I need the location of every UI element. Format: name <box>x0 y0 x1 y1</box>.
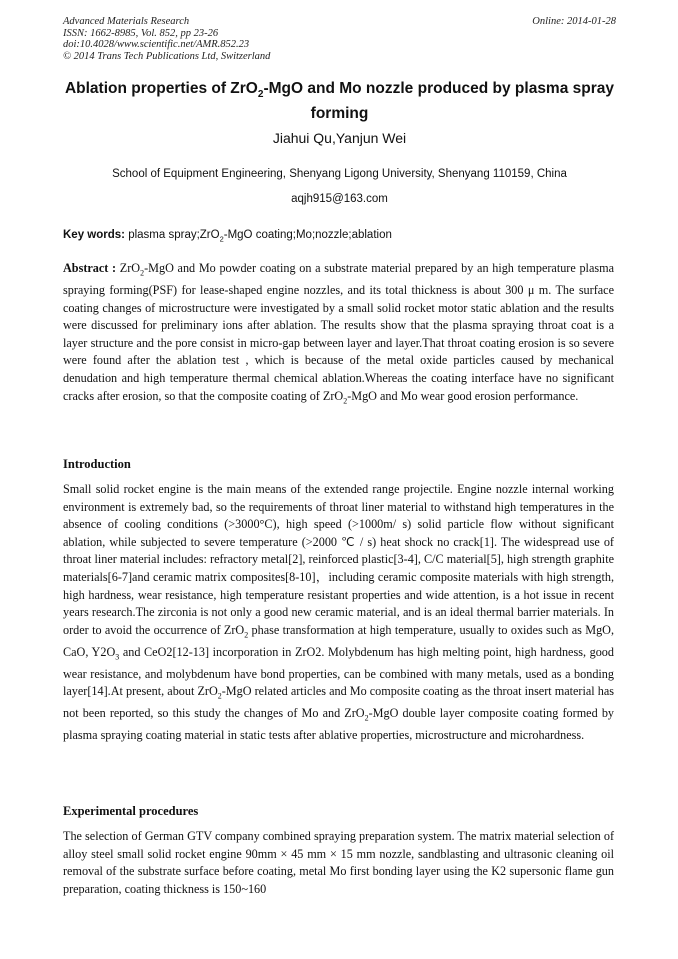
abstract-text-3: -MgO and Mo wear good erosion performance. <box>347 388 579 403</box>
intro-subscript-4: 2 <box>364 713 369 723</box>
abstract-text-2: -MgO and Mo powder coating on a substrate material prepared by an high temperature plasma spraying forming(PSF) for lease-shaped engine nozzles, and its total thickness is about 300 μ m. The surface coating changes of microstructure were investigated by a small solid rocket motor static ablation and the results were discussed for preliminary ions after ablation. The results show that the plasma spraying throat coat is a layer structure and the pore consist in micro-gap between layer and layer.That throat coating erosion is so severe were found after the ablation test , which is because of the metal oxide particles caused by mechanical denudation and high temperature thermal chemical ablation.Whereas the coating interface have no significant cracks after erosion, so that the composite coating of ZrO <box>63 261 614 403</box>
journal-header <box>63 16 616 62</box>
keywords <box>63 229 616 243</box>
keywords-text-1: plasma spray;ZrO <box>128 229 220 241</box>
affiliation: School of Equipment Engineering, Shenyang Ligong University, Shenyang 110159, China <box>112 168 567 180</box>
authors: Jiahui Qu,Yanjun Wei <box>272 130 407 146</box>
author-email: aqjh915@163.com <box>291 193 388 205</box>
intro-subscript-2: 3 <box>115 652 120 662</box>
intro-text-5: -MgO double layer composite coating formed by plasma spraying coating material in static tests after ablative properties, microstructure and microhardness. <box>63 706 615 743</box>
experimental-paragraph: The selection of German GTV company combined spraying preparation system. The matrix material selection of alloy steel small solid rocket engine 90mm × 45 mm × 15 mm nozzle, sandblasting and ultrasonic cleaning oil removal of the substrate surface before coating, metal Mo first bonding layer using the K2 supersonic flame gun preparation, coating thickness is 150~160 <box>63 829 614 896</box>
abstract-text-1: ZrO <box>119 261 141 275</box>
intro-text-2: phase transformation at high temperature, usually to oxides such as MgO, CaO, Y2O <box>63 622 615 659</box>
journal-copyright: © 2014 Trans Tech Publications Ltd, Switzerland <box>63 50 271 62</box>
keywords-label: Key words: <box>63 229 125 241</box>
keywords-subscript: 2 <box>219 234 224 244</box>
intro-subscript-3: 2 <box>217 691 222 701</box>
online-date: Online: 2014-01-28 <box>532 16 616 27</box>
title-part-1: Ablation properties of ZrO <box>64 80 258 97</box>
title-subscript: 2 <box>257 89 264 101</box>
keywords-text-2: -MgO coating;Mo;nozzle;ablation <box>223 229 392 241</box>
abstract-paragraph <box>63 260 614 410</box>
abstract-subscript-2: 2 <box>343 396 348 406</box>
journal-doi: doi:10.4028/www.scientific.net/AMR.852.23 <box>63 39 250 50</box>
journal-name: Advanced Materials Research <box>63 16 190 27</box>
intro-text-1: Small solid rocket engine is the main means of the extended range projectile. Engine nozzle internal working environment is extremely bad, so the requirements of throat liner material to withstand high temperatures in the absence of cooling conditions (>3000°C), high speed (>1000m/ s) solid particle flow without significant ablation, while subjected to severe temperature (>2000 ℃ / s) heat shock no crack[1]. The widespread use of throat liner material includes: refractory metal[2], reinforced plastic[3-4], C/C material[5], high strength graphite materials[6-7]and ceramic matrix composites[8-10]，including ceramic composite materials with high strength, high hardness, wear resistance, high temperature resistant properties and wide attention, is a hot issue in recent years research.The zirconia is not only a good new ceramic material, and is an ideal thermal barrier materials. In order to avoid the occurrence of ZrO <box>63 482 614 637</box>
abstract-label: Abstract : <box>63 261 117 275</box>
introduction-paragraph <box>63 481 614 745</box>
introduction-heading: Introduction <box>63 457 131 471</box>
experimental-heading: Experimental procedures <box>63 804 199 818</box>
abstract-subscript-1: 2 <box>140 268 145 278</box>
journal-issn: ISSN: 1662-8985, Vol. 852, pp 23-26 <box>63 27 219 39</box>
intro-text-4: -MgO related articles and Mo composite coating as the throat insert material has not been reported, so this study the changes of Mo and ZrO <box>63 684 614 721</box>
intro-subscript-1: 2 <box>244 630 249 640</box>
title-part-2: -MgO and Mo nozzle produced by plasma spray forming <box>263 80 615 122</box>
intro-text-3: and CeO2[12-13] incorporation in ZrO2. Molybdenum has high melting point, high hardness, good wear resistance, and molybdenum have bond properties, can be combined with many metals, used as a bonding layer[14].At present, about ZrO <box>63 644 614 699</box>
paper-title <box>63 80 616 123</box>
